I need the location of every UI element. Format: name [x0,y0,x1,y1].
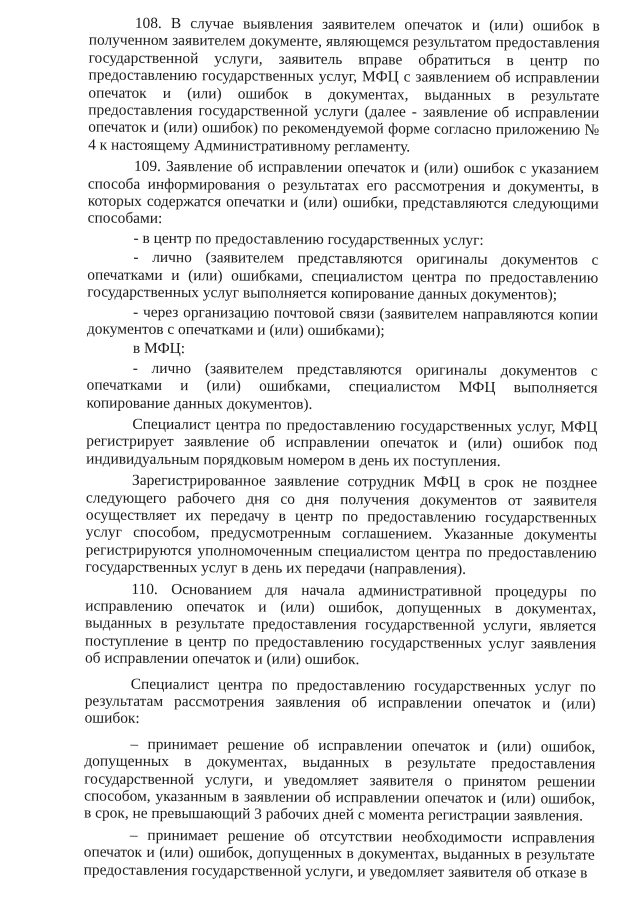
paragraph-108: 108. В случае выявления заявителем опечаток и (или) ошибок в полученном заявителем документе, являющемся результатом предоставления государственной услуги, заявитель вправе обратиться в центр по предоставлению государственных услуг, МФЦ с заявлением об исправлении опечаток и (или) ошибок в документах, выданных в результате предоставления государственной услуги (далее - заявление об исправлении опечаток и (или) ошибок) по рекомендуемой форме согласно приложению № 4 к настоящему Административному регламенту. [88,14,600,156]
paragraph-review: Специалист центра по предоставлению государственных услуг по результатам рассмотрения заявления об исправлении опечаток и (или) ошибок: [84,675,596,728]
list-item-in-person-mfc: - лично (заявителем представляются оригиналы документов с опечатками и (или) ошибками, специалистом МФЦ выполняется копирование данных документов). [86,359,598,413]
list-item-in-person-center: - лично (заявителем представляются оригиналы документов с опечатками и (или) ошибками, специалистом центра по предоставлению государственных услуг выполняется копирование данных документов); [87,249,599,304]
list-item-center: - в центр по предоставлению государственных услуг: [133,229,484,249]
list-item-decision-fix: – принимает решение об исправлении опечаток и (или) ошибок, допущенных в документах, выданных в результате предоставления государственной услуги, и уведомляет заявителя о принятом решении способом, указанным в заявлении об исправлении опечаток и (или) ошибок, в срок, не превышающий 3 рабочих дней с момента регистрации заявления. [83,735,596,826]
paragraph-transfer: Зарегистрированное заявление сотрудник МФЦ в срок не позднее следующего рабочего дня со дня получения документов от заявителя осуществляет их передачу в центр по предоставлению государственных услуг способом, предусмотренным соглашением. Указанные документы регистрируются уполномоченным специалистом центра по предоставлению государственных услуг в день их передачи (направления). [85,471,598,579]
list-item-decision-refuse: – принимает решение об отсутствии необходимости исправления опечаток и (или) ошибок, допущенных в документах, выданных в результате предоставления государственной услуги, и уведомляет заявителя об отказе в [83,826,595,882]
list-item-post: - через организацию почтовой связи (заявителем направляются копии документов с опечатками и (или) ошибками); [86,303,599,340]
paragraph-109: 109. Заявление об исправлении опечаток и (или) ошибок с указанием способа информирования о результатах его рассмотрения и документы, в которых содержатся опечатки и (или) ошибки, представляются следующими способами: [87,158,600,228]
list-heading-mfc: в МФЦ: [132,340,186,358]
paragraph-110: 110. Основанием для начала административной процедуры по исправлению опечаток и (или) ошибок, допущенных в документах, выданных в результате предоставления государственной услуги, является поступление в центр по предоставлению государственных услуг заявления об исправлении опечаток и (или) ошибок. [84,580,597,669]
paragraph-registration: Специалист центра по предоставлению государственных услуг, МФЦ регистрирует заявление об исправлении опечаток и (или) ошибок под индивидуальным порядковым номером в день их поступления. [86,415,598,470]
